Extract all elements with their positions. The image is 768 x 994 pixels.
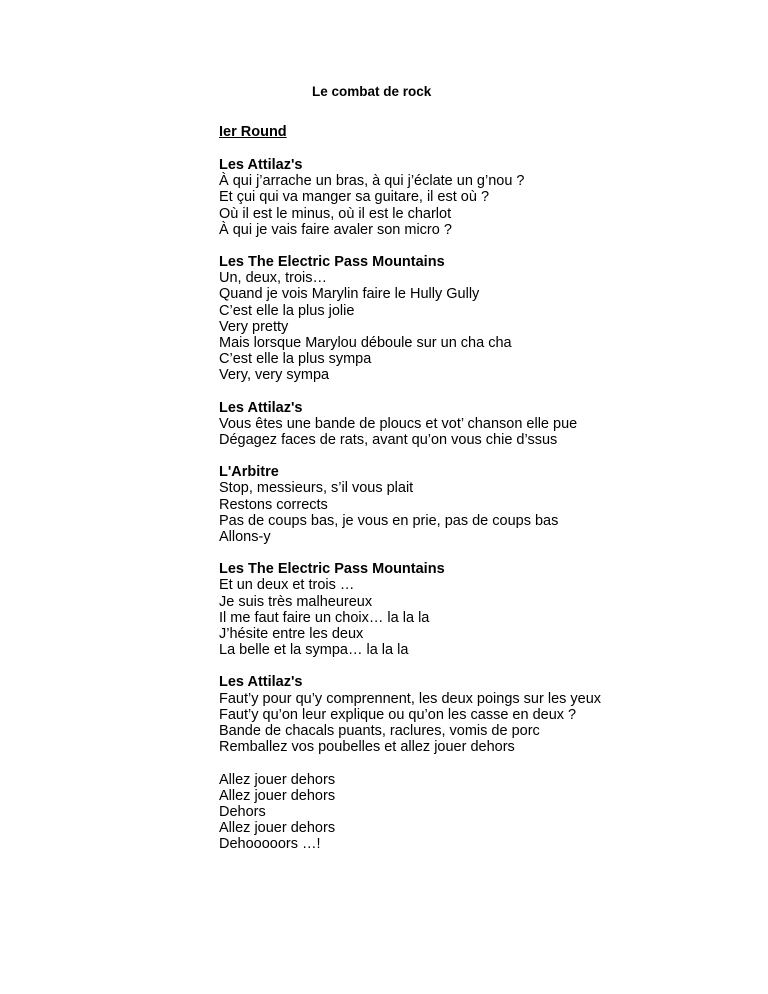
lyric-line: Allez jouer dehors [219,820,336,837]
verse-block [219,561,739,658]
lyric-line: Restons corrects [219,496,328,513]
round-title: Ier Round [219,124,287,140]
lyric-line: À qui j’arrache un bras, à qui j’éclate un g’nou ? [219,173,525,190]
verse-block [219,254,739,384]
lyric-line: C’est elle la plus jolie [219,302,355,319]
lyric-line: Remballez vos poubelles et allez jouer dehors [219,739,515,756]
lyric-line: Et çui qui va manger sa guitare, il est où ? [219,189,490,206]
lyric-line: Pas de coups bas, je vous en prie, pas de coups bas [219,512,559,529]
speaker-name: Les Attilaz's [219,399,303,416]
lyric-line: Allez jouer dehors [219,771,336,788]
lyric-line: Stop, messieurs, s’il vous plait [219,480,414,497]
lyric-line: J’hésite entre les deux [219,626,364,643]
verse-block [219,400,739,449]
lyric-line: Et un deux et trois … [219,577,355,594]
lyric-line: Dehooooors …! [219,836,321,853]
lyric-line: Où il est le minus, où il est le charlot [219,205,452,222]
lyric-line: Quand je vois Marylin faire le Hully Gully [219,286,480,303]
speaker-name: L'Arbitre [219,464,279,481]
refrain-block [219,772,739,853]
lyric-line: Faut’y qu’on leur explique ou qu’on les casse en deux ? [219,706,577,723]
lyric-line: La belle et la sympa… la la la [219,642,409,659]
lyrics-body [219,124,739,869]
speaker-name: Les The Electric Pass Mountains [219,254,445,271]
lyric-line: Vous êtes une bande de ploucs et vot’ chanson elle pue [219,415,578,432]
lyric-line: Very, very sympa [219,367,330,384]
lyric-line: Dégagez faces de rats, avant qu’on vous chie d’ssus [219,432,558,449]
verse-block [219,674,739,755]
lyric-line: Je suis très malheureux [219,593,373,610]
lyric-line: Very pretty [219,318,289,335]
verse-block [219,157,739,238]
speaker-name: Les Attilaz's [219,157,303,173]
lyric-line: Un, deux, trois… [219,270,327,287]
speaker-name: Les Attilaz's [219,674,303,691]
lyric-line: Allez jouer dehors [219,787,336,804]
lyric-line: Allons-y [219,529,271,546]
lyric-line: Mais lorsque Marylou déboule sur un cha cha [219,335,512,352]
lyric-line: Dehors [219,803,266,820]
lyric-line: Il me faut faire un choix… la la la [219,609,430,626]
speaker-name: Les The Electric Pass Mountains [219,561,445,578]
lyric-line: C’est elle la plus sympa [219,351,372,368]
lyric-line: Bande de chacals puants, raclures, vomis de porc [219,723,540,740]
lyric-line: Faut’y pour qu’y comprennent, les deux poings sur les yeux [219,690,602,707]
lyric-line: À qui je vais faire avaler son micro ? [219,221,452,238]
verse-block [219,464,739,545]
document-title: Le combat de rock [312,84,432,99]
